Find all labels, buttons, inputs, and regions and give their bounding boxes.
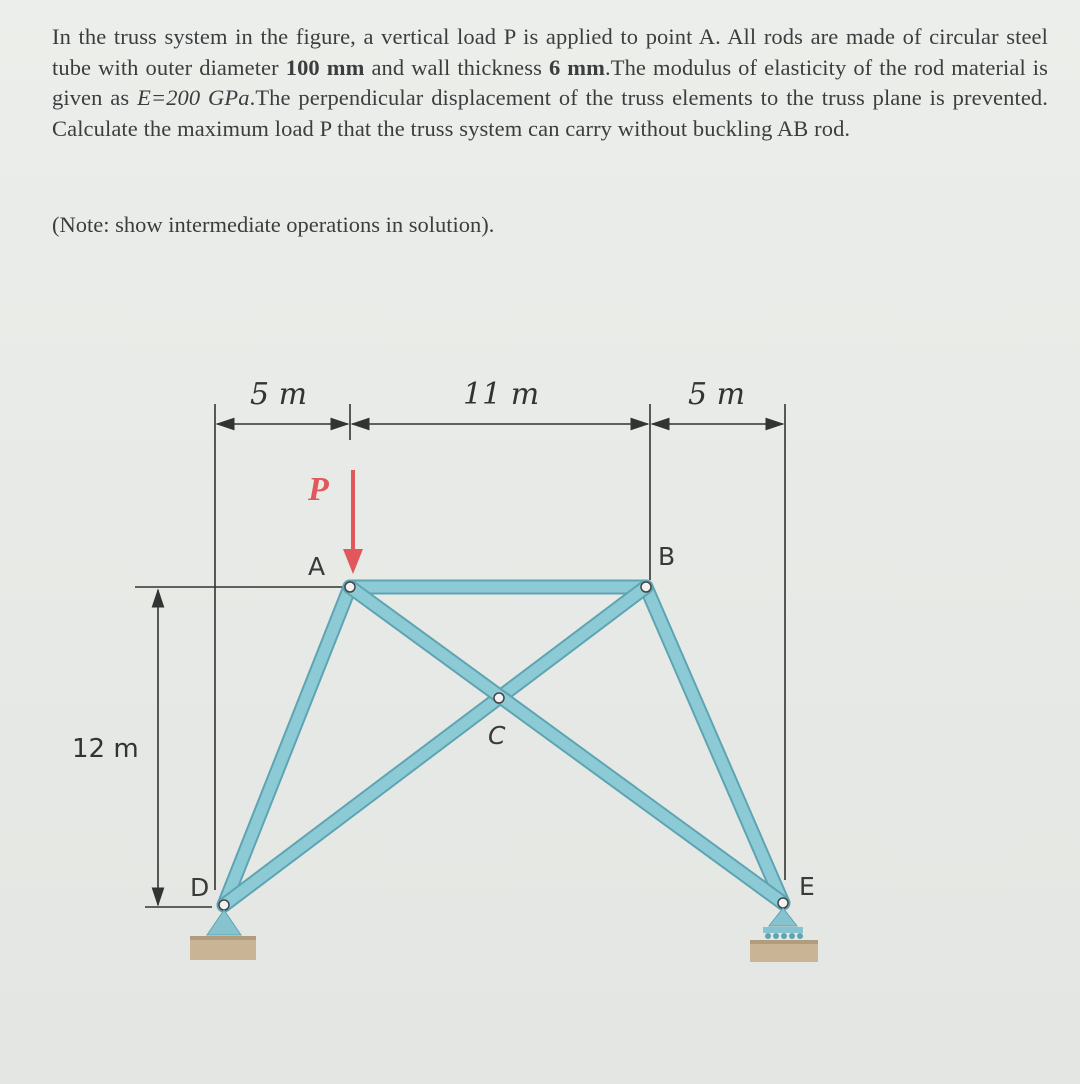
load-label: P (308, 471, 329, 508)
roller-support-E (750, 908, 818, 962)
joint-C (494, 693, 504, 703)
joint-D (219, 900, 229, 910)
label-A: A (308, 552, 326, 581)
joint-B (641, 582, 651, 592)
dim-middle: 11 m (463, 377, 540, 412)
note-text: (Note: show intermediate operations in solution). (52, 212, 495, 237)
dim-left: 5 m (250, 377, 308, 412)
joint-E (778, 898, 788, 908)
pin-support-D (190, 910, 256, 960)
label-C: C (488, 721, 506, 750)
joint-A (345, 582, 355, 592)
label-B: B (658, 542, 676, 571)
load-arrow-P (343, 470, 363, 574)
label-E: E (799, 872, 815, 901)
dim-height: 12 m (72, 734, 139, 764)
dim-right: 5 m (688, 377, 746, 412)
problem-statement: In the truss system in the figure, a vertical load P is applied to point A. All rods are made of circular steel tube with outer diameter 100 mm and wall thickness 6 mm.The modulus of elasticity of the rod material is given as E=200 GPa.The perpendicular displacement of the truss elements to the truss plane is prevented. Calculate the maximum load P that the truss system can carry without buckling AB rod. (52, 24, 1048, 141)
label-D: D (190, 873, 210, 902)
